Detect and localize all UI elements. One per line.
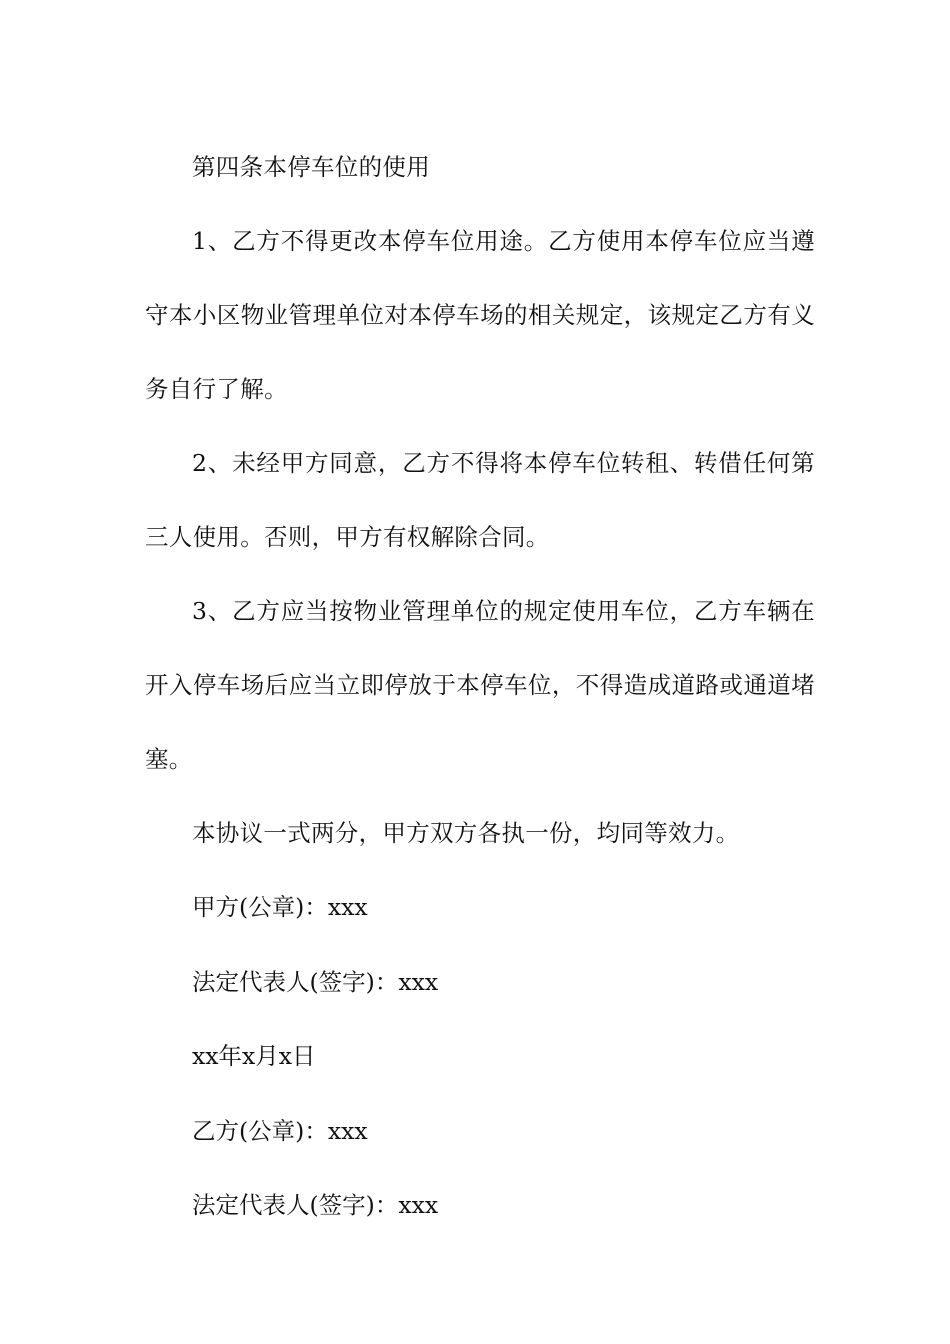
clause-3: 3、乙方应当按物业管理单位的规定使用车位，乙方车辆在开入停车场后应当立即停放于本停车位，不得造成道路或通道堵塞。 — [145, 597, 815, 773]
party-b-representative-line: 法定代表人(签字)：xxx — [192, 1191, 439, 1219]
clause-2: 2、未经甲方同意，乙方不得将本停车位转租、转借任何第三人使用。否则，甲方有权解除合同。 — [145, 449, 815, 551]
closing-statement: 本协议一式两分，甲方双方各执一份，均同等效力。 — [192, 819, 740, 847]
party-b-seal-line: 乙方(公章)：xxx — [192, 1116, 368, 1145]
signing-date-line: xx年x月x日 — [192, 1042, 316, 1070]
clause-1: 1、乙方不得更改本停车位用途。乙方使用本停车位应当遵守本小区物业管理单位对本停车场的相关规定，该规定乙方有义务自行了解。 — [145, 227, 815, 403]
section-title: 第四条本停车位的使用 — [192, 153, 430, 181]
document-body — [145, 130, 815, 1243]
party-a-representative-line: 法定代表人(签字)：xxx — [192, 967, 439, 996]
party-a-seal-line: 甲方(公章)：xxx — [192, 893, 368, 921]
